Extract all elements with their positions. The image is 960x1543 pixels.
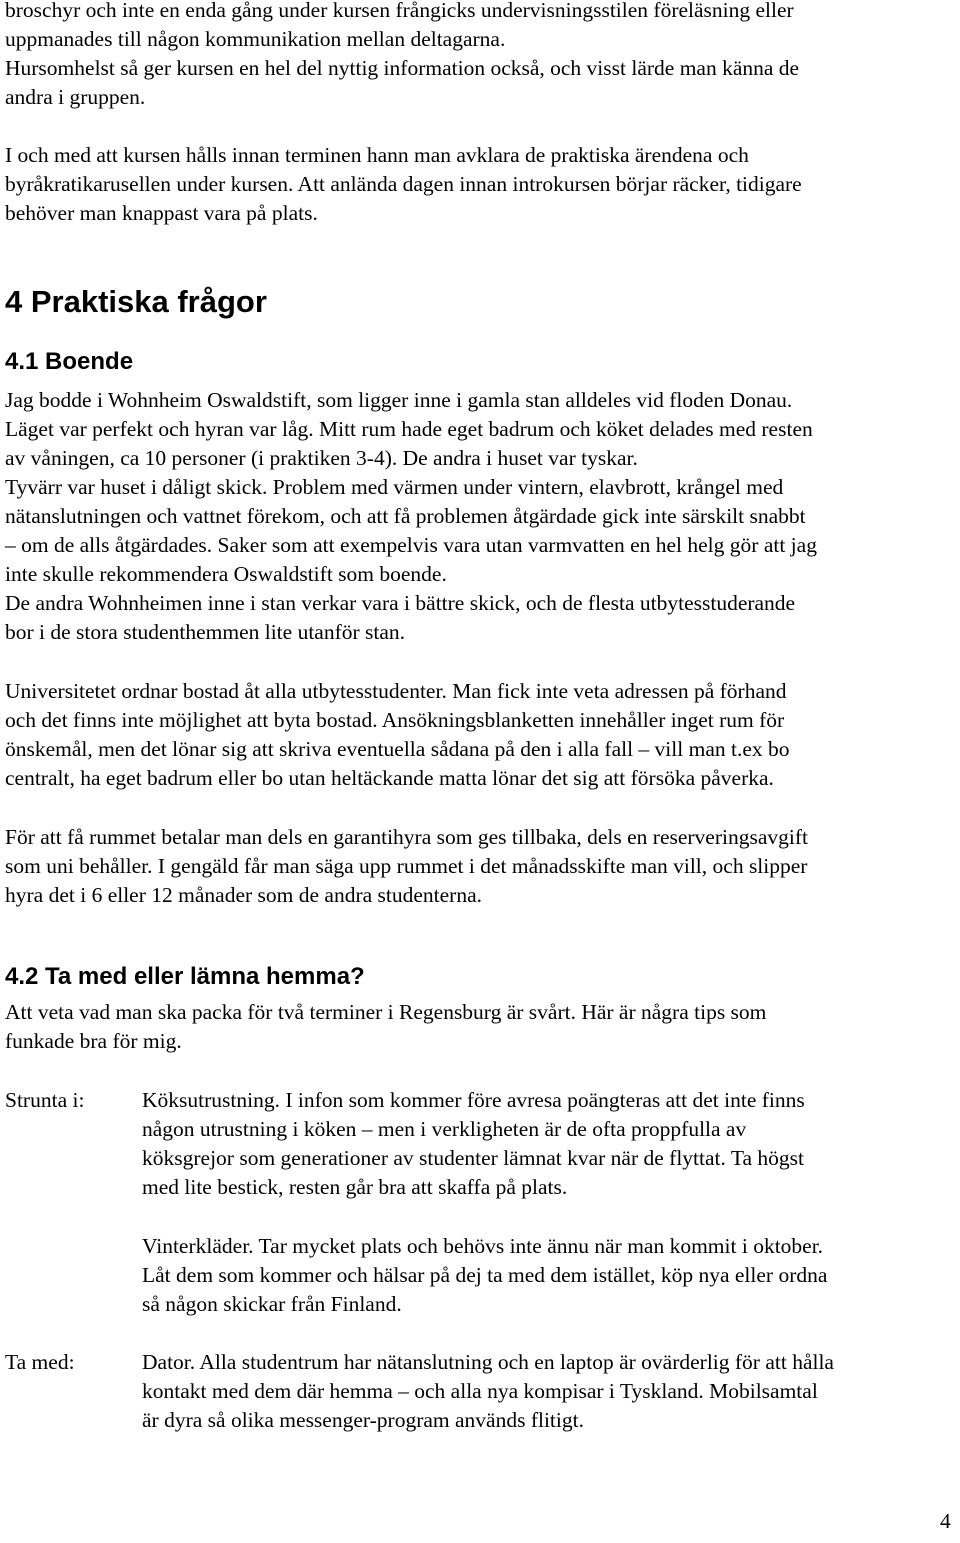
text-line: med lite bestick, resten går bra att skaffa på plats.	[142, 1175, 568, 1199]
text-line: centralt, ha eget badrum eller bo utan heltäckande matta lönar det sig att försöka påverka.	[5, 766, 774, 790]
subsection-heading-packing: 4.2 Ta med eller lämna hemma?	[5, 963, 365, 990]
text-line: Låt dem som kommer och hälsar på dej ta med dem istället, köp nya eller ordna	[142, 1263, 828, 1287]
text-line: inte skulle rekommendera Oswaldstift som boende.	[5, 562, 447, 586]
boende-paragraph-2	[5, 677, 960, 793]
subsection-heading-boende: 4.1 Boende	[5, 348, 134, 375]
text-line: så någon skickar från Finland.	[142, 1292, 402, 1316]
bring-label: Ta med:	[5, 1350, 75, 1374]
text-line: som uni behåller. I gengäld får man säga upp rummet i det månadsskifte man vill, och slipper	[5, 854, 808, 878]
text-line: önskemål, men det lönar sig att skriva eventuella sådana på den i alla fall – vill man t.ex bo	[5, 737, 790, 761]
text-line: och det finns inte möjlighet att byta bostad. Ansökningsblanketten innehåller inget rum för	[5, 708, 785, 732]
skip-label: Strunta i:	[5, 1088, 85, 1112]
text-line: Köksutrustning. I infon som kommer före avresa poängteras att det inte finns	[142, 1088, 805, 1112]
text-line: bor i de stora studenthemmen lite utanför stan.	[5, 620, 406, 644]
text-line: av våningen, ca 10 personer (i praktiken 3-4). De andra i huset var tyskar.	[5, 446, 638, 470]
text-line: Dator. Alla studentrum har nätanslutning och en laptop är ovärderlig för att hålla	[142, 1350, 834, 1374]
text-line: hyra det i 6 eller 12 månader som de andra studenterna.	[5, 883, 482, 907]
text-line: byråkratikarusellen under kursen. Att anlända dagen innan introkursen börjar räcker, tidigare	[5, 172, 802, 196]
text-line: Universitetet ordnar bostad åt alla utbytesstudenter. Man fick inte veta adressen på förhand	[5, 679, 787, 703]
text-line: köksgrejor som generationer av studenter lämnat kvar när de flyttat. Ta högst	[142, 1146, 805, 1170]
skip-winter-item	[142, 1232, 960, 1319]
text-line: nätanslutningen och vattnet förekom, och att få problemen åtgärdade gick inte särskilt snabbt	[5, 504, 806, 528]
text-line: andra i gruppen.	[5, 85, 146, 109]
text-line: broschyr och inte en enda gång under kursen frångicks undervisningsstilen föreläsning eller	[5, 0, 794, 22]
text-line: Jag bodde i Wohnheim Oswaldstift, som ligger inne i gamla stan alldeles vid floden Donau.	[5, 388, 793, 412]
text-line: Tyvärr var huset i dåligt skick. Problem med värmen under vintern, elavbrott, krångel med	[5, 475, 784, 499]
text-line: kontakt med dem där hemma – och alla nya kompisar i Tyskland. Mobilsamtal	[142, 1379, 818, 1403]
text-line: För att få rummet betalar man dels en garantihyra som ges tillbaka, dels en reserveringsavgift	[5, 825, 808, 849]
text-line: funkade bra för mig.	[5, 1029, 182, 1053]
text-line: någon utrustning i köken – men i verkligheten är de ofta proppfulla av	[142, 1117, 747, 1141]
packing-intro	[5, 998, 960, 1056]
page-number: 4	[940, 1509, 951, 1533]
boende-paragraph-3	[5, 823, 960, 910]
text-line: Läget var perfekt och hyran var låg. Mitt rum hade eget badrum och köket delades med resten	[5, 417, 813, 441]
bring-computer-item	[142, 1348, 960, 1435]
text-line: Hursomhelst så ger kursen en hel del nyttig information också, och visst lärde man känna de	[5, 56, 800, 80]
text-line: Vinterkläder. Tar mycket plats och behövs inte ännu när man kommit i oktober.	[142, 1234, 824, 1258]
text-line: Att veta vad man ska packa för två terminer i Regensburg är svårt. Här är några tips som	[5, 1000, 767, 1024]
boende-paragraph-1	[5, 386, 960, 647]
skip-kitchen-item	[142, 1086, 960, 1202]
text-line: uppmanades till någon kommunikation mellan deltagarna.	[5, 27, 506, 51]
text-line: behöver man knappast vara på plats.	[5, 201, 318, 225]
text-line: är dyra så olika messenger-program används flitigt.	[142, 1408, 584, 1432]
section-heading: 4 Praktiska frågor	[5, 284, 267, 319]
text-line: – om de alls åtgärdades. Saker som att exempelvis vara utan varmvatten en hel helg gör att jag	[5, 533, 817, 557]
intro-paragraph	[5, 0, 960, 112]
text-line: I och med att kursen hålls innan terminen hann man avklara de praktiska ärendena och	[5, 143, 749, 167]
timing-paragraph	[5, 141, 960, 228]
text-line: De andra Wohnheimen inne i stan verkar vara i bättre skick, och de flesta utbytesstuderande	[5, 591, 796, 615]
